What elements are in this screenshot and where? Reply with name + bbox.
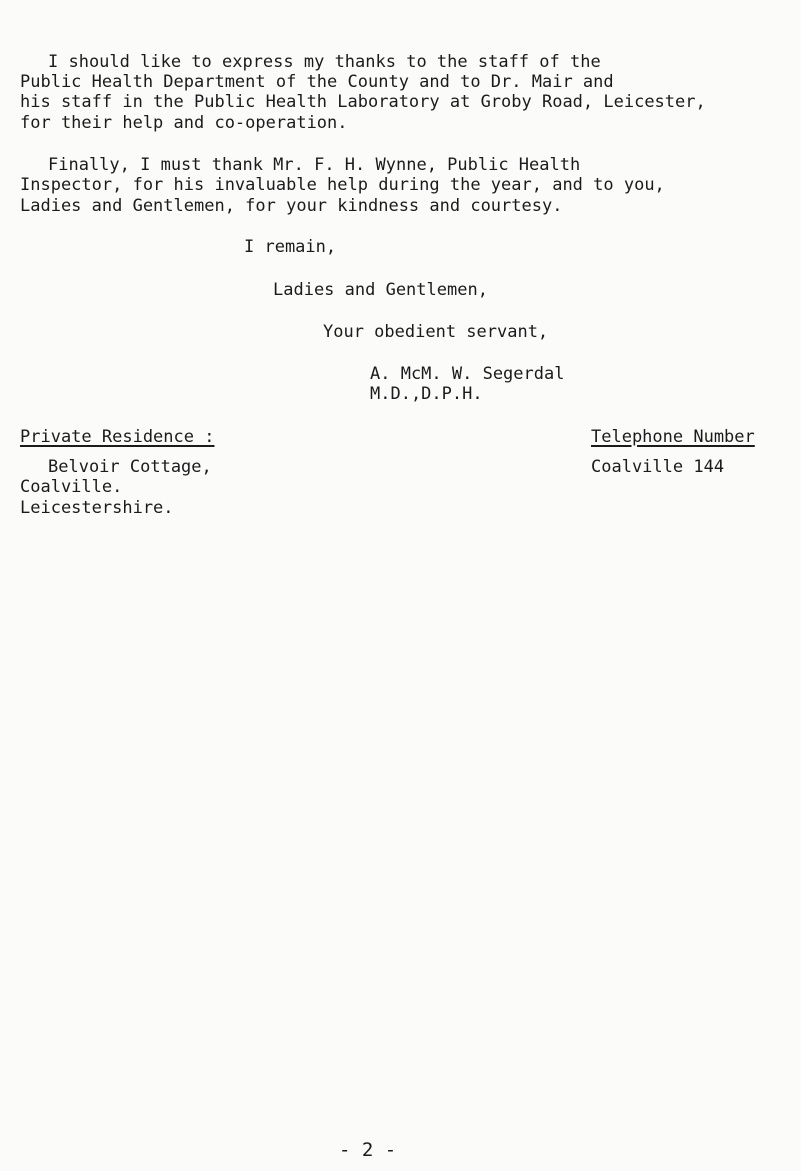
text-line: Inspector, for his invaluable help during the year, and to you,	[20, 175, 665, 195]
telephone-number: Coalville 144	[591, 457, 725, 477]
closing-servant: Your obedient servant,	[323, 322, 549, 342]
text-line: Public Health Department of the County and to Dr. Mair and	[20, 72, 614, 92]
closing-salutation: Ladies and Gentlemen,	[273, 280, 488, 300]
signatory-name: A. McM. W. Segerdal	[370, 364, 565, 384]
text-line: Finally, I must thank Mr. F. H. Wynne, Public Health	[48, 155, 581, 175]
signatory-qualifications: M.D.,D.P.H.	[370, 384, 483, 404]
address-line: Belvoir Cottage,	[48, 457, 212, 477]
closing-remain: I remain,	[244, 237, 337, 257]
text-line: Ladies and Gentlemen, for your kindness and courtesy.	[20, 196, 563, 216]
text-line: for their help and co-operation.	[20, 113, 348, 133]
residence-heading: Private Residence :	[20, 427, 215, 447]
address-line: Coalville.	[20, 477, 123, 497]
telephone-heading: Telephone Number	[591, 427, 755, 447]
text-line: I should like to express my thanks to the staff of the	[48, 52, 601, 72]
address-line: Leicestershire.	[20, 498, 174, 518]
text-line: his staff in the Public Health Laboratory at Groby Road, Leicester,	[20, 92, 706, 112]
page-number: - 2 -	[339, 1139, 397, 1161]
